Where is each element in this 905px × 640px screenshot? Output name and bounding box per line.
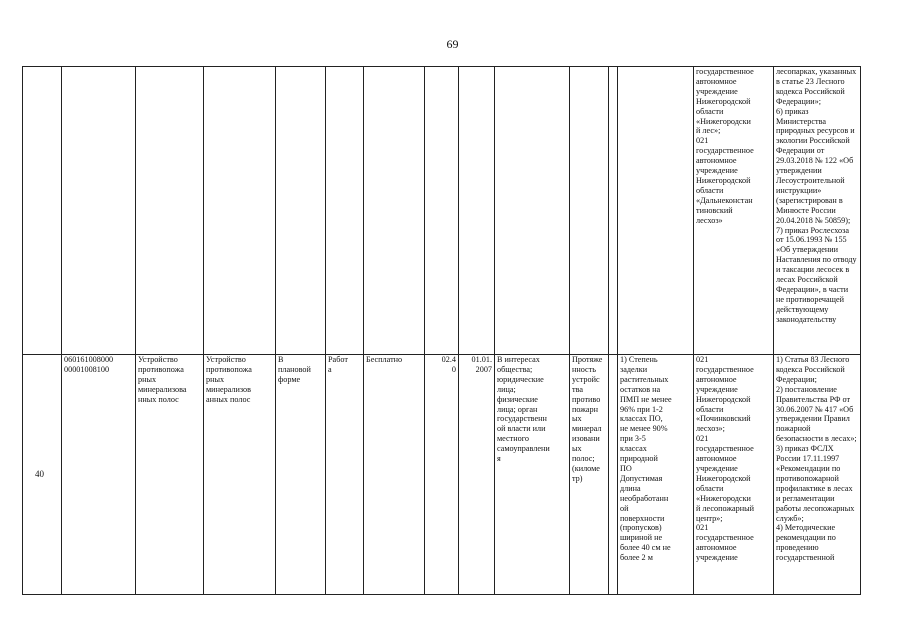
date-cell: 01.01. 2007 <box>459 355 495 595</box>
institutions-cell: 021 государственное автономное учреждение Нижегородской области «Починковский лесхоз»; 021 государственное автономное учреждение Нижегородской области «Нижегородски й лесопожарный центр»; 021 государственное автономное учреждение <box>694 355 774 595</box>
condition-cell: В плановой форме <box>276 355 326 595</box>
quality-indicator-cell <box>618 67 694 355</box>
institutions-cell: государственное автономное учреждение Нижегородской области «Нижегородски й лес»; 021 государственное автономное учреждение Нижегородской области «Дальнеконстан тиновский лесхоз» <box>694 67 774 355</box>
service-content-cell <box>204 67 276 355</box>
services-registry-table <box>22 66 861 595</box>
consumers-cell <box>495 67 570 355</box>
table-row <box>23 67 861 355</box>
legal-basis-cell: лесопарках, указанных в статье 23 Лесного кодекса Российской Федерации»; 6) приказ Министерства природных ресурсов и экологии Российской Федерации от 29.03.2018 № 122 «Об утверждении Лесоустроительной инструкции» (зарегистрирован в Минюсте России 20.04.2018 № 50859); 7) приказ Рослесхоза от 15.06.1993 № 155 «Об утверждении Наставления по отводу и таксации лесосек в лесах Российской Федерации», в части не противоречащей действующему законодательству <box>774 67 861 355</box>
registry-code-cell <box>62 67 136 355</box>
okved-cell <box>425 67 459 355</box>
payment-cell <box>364 67 425 355</box>
volume-indicator-cell <box>570 67 609 355</box>
type-cell <box>326 67 364 355</box>
service-name-cell <box>136 67 204 355</box>
row-number-cell: 40 <box>23 355 62 595</box>
page-number: 69 <box>446 37 459 51</box>
payment-cell: Бесплатно <box>364 355 425 595</box>
date-cell <box>459 67 495 355</box>
service-name-cell: Устройство противопожа рных минерализова нных полос <box>136 355 204 595</box>
condition-cell <box>276 67 326 355</box>
narrow-cell <box>609 67 618 355</box>
quality-indicator-cell: 1) Степень заделки растительных остатков на ПМП не менее 96% при 1-2 классах ПО, не менее 90% при 3-5 классах природной ПО Допустимая длина необработанн ой поверхности (пропусков) шириной не более 40 см не более 2 м <box>618 355 694 595</box>
volume-indicator-cell: Протяже нность устройс тва противо пожарн ых минерал изовани ых полос; (киломе тр) <box>570 355 609 595</box>
legal-basis-cell: 1) Статья 83 Лесного кодекса Российской Федерации; 2) постановление Правительства РФ от 30.06.2007 № 417 «Об утверждении Правил пожарной безопасности в лесах»; 3) приказ ФСЛХ России 17.11.1997 «Рекомендации по противопожарной профилактике в лесах и регламентации работы лесопожарных служб»; 4) Методические рекомендации по проведению государственной <box>774 355 861 595</box>
okved-cell: 02.4 0 <box>425 355 459 595</box>
service-content-cell: Устройство противопожа рных минерализов анных полос <box>204 355 276 595</box>
table-row <box>23 355 861 595</box>
narrow-cell <box>609 355 618 595</box>
registry-code-cell: 060161008000 00001008100 <box>62 355 136 595</box>
consumers-cell: В интересах общества; юридические лица; физические лица; орган государственн ой власти или местного самоуправлени я <box>495 355 570 595</box>
type-cell: Работ а <box>326 355 364 595</box>
row-number-cell <box>23 67 62 355</box>
